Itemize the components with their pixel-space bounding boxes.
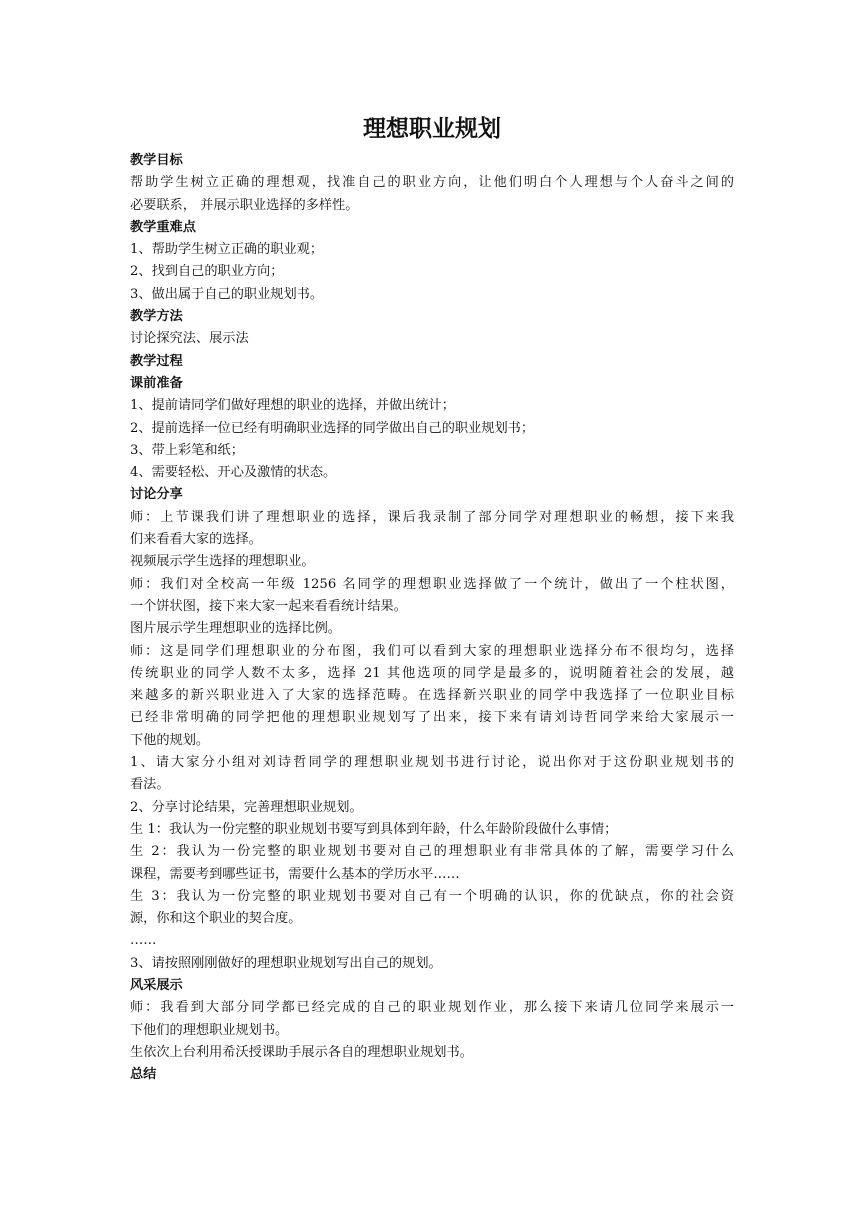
paragraph-line: 下他们的理想职业规划书。: [130, 1022, 289, 1038]
paragraph-line: 3、做出属于自己的职业规划书。: [130, 286, 324, 302]
paragraph-line: 已经非常明确的同学把他的理想职业规划写了出来，接下来有请刘诗哲同学来给大家展示一: [130, 710, 734, 726]
paragraph-line: 源，你和这个职业的契合度。: [130, 911, 302, 927]
section-heading: 教学重难点: [130, 219, 196, 235]
paragraph-line: 生 2：我认为一份完整的职业规划书要对自己的理想职业有非常具体的了解，需要学习什么: [130, 844, 734, 860]
document-body: [130, 150, 734, 1086]
section-heading: 教学过程: [130, 353, 183, 369]
paragraph-line: 们来看看大家的选择。: [130, 532, 262, 548]
paragraph-line: 4、需要轻松、开心及激情的状态。: [130, 465, 337, 481]
paragraph-line: 3、带上彩笔和纸；: [130, 442, 244, 458]
paragraph-line: 一个饼状图，接下来大家一起来看看统计结果。: [130, 598, 407, 614]
paragraph-line: 1、帮助学生树立正确的职业观；: [130, 242, 324, 258]
paragraph-line: ……: [130, 933, 157, 949]
paragraph-line: 讨论探究法、展示法: [130, 331, 249, 347]
paragraph-line: 2、提前选择一位已经有明确职业选择的同学做出自己的职业规划书；: [130, 420, 535, 436]
paragraph-line: 生 3：我认为一份完整的职业规划书要对自己有一个明确的认识，你的优缺点，你的社会资: [130, 888, 734, 904]
paragraph-line: 来越多的新兴职业进入了大家的选择范畴。在选择新兴职业的同学中我选择了一位职业目标: [130, 688, 734, 704]
section-heading: 教学目标: [130, 153, 183, 168]
paragraph-line: 生 1：我认为一份完整的职业规划书要写到具体到年龄，什么年龄阶段做什么事情；: [130, 821, 618, 837]
section-heading: 讨论分享: [130, 487, 183, 503]
paragraph-line: 师：我看到大部分同学都已经完成的自己的职业规划作业，那么接下来请几位同学来展示一: [130, 1000, 734, 1016]
section-heading: 课前准备: [130, 375, 183, 391]
paragraph-line: 2、找到自己的职业方向；: [130, 264, 284, 280]
paragraph-line: 3、请按照刚刚做好的理想职业规划写出自己的规划。: [130, 955, 442, 971]
section-heading: 总结: [130, 1067, 157, 1083]
document-title: 理想职业规划: [363, 116, 501, 142]
section-heading: 风采展示: [130, 977, 183, 993]
paragraph-line: 课程，需要考到哪些证书，需要什么基本的学历水平……: [130, 866, 460, 882]
paragraph-line: 视频展示学生选择的理想职业。: [130, 554, 315, 570]
paragraph-line: 师：上节课我们讲了理想职业的选择，课后我录制了部分同学对理想职业的畅想，接下来我: [130, 509, 734, 525]
paragraph-line: 下他的规划。: [130, 732, 210, 748]
paragraph-line: 师：这是同学们理想职业的分布图，我们可以看到大家的理想职业选择分布不很均匀，选择: [130, 643, 734, 659]
paragraph-line: 1、提前请同学们做好理想的职业的选择，并做出统计；: [130, 398, 455, 414]
section-heading: 教学方法: [130, 309, 183, 325]
paragraph-line: 帮助学生树立正确的理想观，找准自己的职业方向，让他们明白个人理想与个人奋斗之间的: [130, 175, 734, 191]
paragraph-line: 2、分享讨论结果，完善理想职业规划。: [130, 799, 363, 815]
paragraph-line: 1、请大家分小组对刘诗哲同学的理想职业规划书进行讨论，说出你对于这份职业规划书的: [130, 755, 734, 771]
paragraph-line: 必要联系， 并展示职业选择的多样性。: [130, 197, 359, 213]
paragraph-line: 生依次上台利用希沃授课助手展示各自的理想职业规划书。: [130, 1044, 473, 1060]
paragraph-line: 看法。: [130, 777, 170, 793]
paragraph-line: 传统职业的同学人数不太多，选择 21 其他选项的同学是最多的，说明随着社会的发展，越: [130, 665, 734, 681]
paragraph-line: 师：我们对全校高一年级 1256 名同学的理想职业选择做了一个统计，做出了一个柱状图，: [130, 576, 734, 592]
paragraph-line: 图片展示学生理想职业的选择比例。: [130, 621, 341, 637]
